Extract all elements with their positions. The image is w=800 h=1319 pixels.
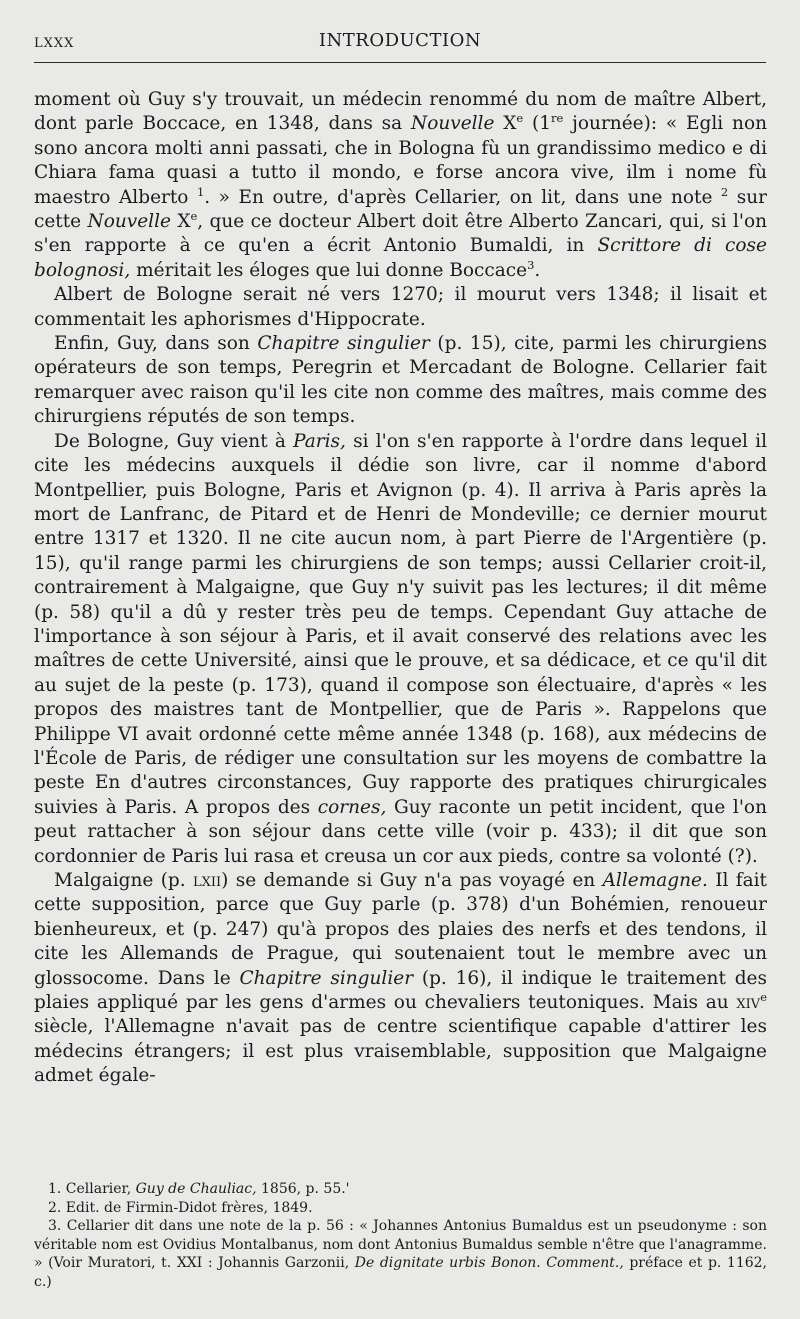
footnote-3: 3. Cellarier dit dans une note de la p. 56 : « Johannes Antonius Bumaldus est un pseudonyme : son véritable nom est Ovidius Montalbanus, nom dont Antonius Bumaldus semble n'être que l'anagramme. » (Voir Muratori, t. XXI : Johannis Garzonii, De dignitate urbis Bonon. Comment., préface et p. 1162, c.) bbox=[34, 1218, 767, 1290]
footnote-ref-1: 1 bbox=[196, 184, 205, 199]
running-header bbox=[34, 30, 766, 66]
footnote-ref-2: 2 bbox=[720, 184, 729, 199]
header-rule bbox=[34, 62, 766, 63]
footnote-1: 1. Cellarier, Guy de Chauliac, 1856, p. 55.' bbox=[48, 1181, 350, 1197]
page-folio: LXXX bbox=[34, 36, 75, 51]
footnote-2: 2. Edit. de Firmin-Didot frères, 1849. bbox=[48, 1199, 313, 1216]
paragraph-1: moment où Guy s'y trouvait, un médecin renommé du nom de maître Albert, dont parle Boccace, en 1348, dans sa Nouvelle Xe (1re journée): « Egli non sono ancora molti anni passati, che in Bologna fù un grandissimo medico e di Chiara fama quasi a tutto il mondo, e forse ancora vive, ilm i nome fù maestro Alberto $^1$. » En outre, d'après Cellarier, on lit, dans une note $^2$ sur cette Nouvelle Xe, que ce docteur Albert doit être Alberto Zancari, qui, si l'on s'en rapporte à ce qu'en a écrit Antonio Bumaldi, in Scrittore di cose bolognosi, méritait les éloges que lui donne Boccace$^3$. bbox=[34, 89, 768, 281]
paragraph-5: Malgaigne (p. lxii) se demande si Guy n'a pas voyagé en Allemagne. Il fait cette supposition, parce que Guy parle (p. 378) d'un Bohémien, renoueur bienheureux, et (p. 247) qu'à propos des plaies des nerfs et des tendons, il cite les Allemands de Prague, qui soutenaient tout le membre avec un glossocome. Dans le Chapitre singulier (p. 16), il indique le traitement des plaies appliqué par les gens d'armes ou chevaliers teutoniques. Mais au xiv$^e$ siècle, l'Allemagne n'avait pas de centre scientifique capable d'attirer les médecins étrangers; il est plus vraisemblable, supposition que Malgaigne admet égale- bbox=[34, 870, 767, 1087]
paragraph-4: De Bologne, Guy vient à Paris, si l'on s'en rapporte à l'ordre dans lequel il cite les médecins auxquels il dédie son livre, car il nomme d'abord Montpellier, puis Bologne, Paris et Avignon (p. 4). Il arriva à Paris après la mort de Lanfranc, de Pitard et de Henri de Mondeville; ce dernier mourut entre 1317 et 1320. Il ne cite aucun nom, à part Pierre de l'Argentière (p. 15), qu'il range parmi les chirurgiens de son temps; aussi Cellarier croit-il, contrairement à Malgaigne, que Guy n'y suivit pas les lectures; il dit même (p. 58) qu'il a dû y rester très peu de temps. Cependant Guy attache de l'importance à son séjour à Paris, et il avait conservé des relations avec les maîtres de cette Université, ainsi que le prouve, et sa dédicace, et ce qu'il dit au sujet de la peste (p. 173), quand il compose son électuaire, d'après « les propos des maistres tant de Montpellier, que de Paris ». Rappelons que Philippe VI avait ordonné cette même année 1348 (p. 168), aux médecins de l'École de Paris, de rédiger une consultation sur les moyens de combattre la peste En d'autres circonstances, Guy rapporte des pratiques chirurgicales suivies à Paris. A propos des cornes, Guy raconte un petit incident, que l'on peut rattacher à son séjour dans cette ville (voir p. 433); il dit que son cordonnier de Paris lui rasa et creusa un cor aux pieds, contre sa volonté (?). bbox=[34, 430, 767, 867]
footnote-ref-3: 3 bbox=[527, 257, 535, 272]
paragraph-2: Albert de Bologne serait né vers 1270; il mourut vers 1348; il lisait et commentait les aphorismes d'Hippocrate. bbox=[34, 284, 767, 330]
footnotes bbox=[34, 1180, 767, 1291]
paragraph-3: Enfin, Guy, dans son Chapitre singulier (p. 15), cite, parmi les chirurgiens opérateurs de son temps, Peregrin et Mercadant de Bologne. Cellarier fait remarquer avec raison qu'il les cite non comme des maîtres, mais comme des chirurgiens réputés de son temps. bbox=[34, 333, 767, 428]
running-title: INTRODUCTION bbox=[318, 30, 482, 51]
body-text bbox=[34, 88, 767, 1089]
